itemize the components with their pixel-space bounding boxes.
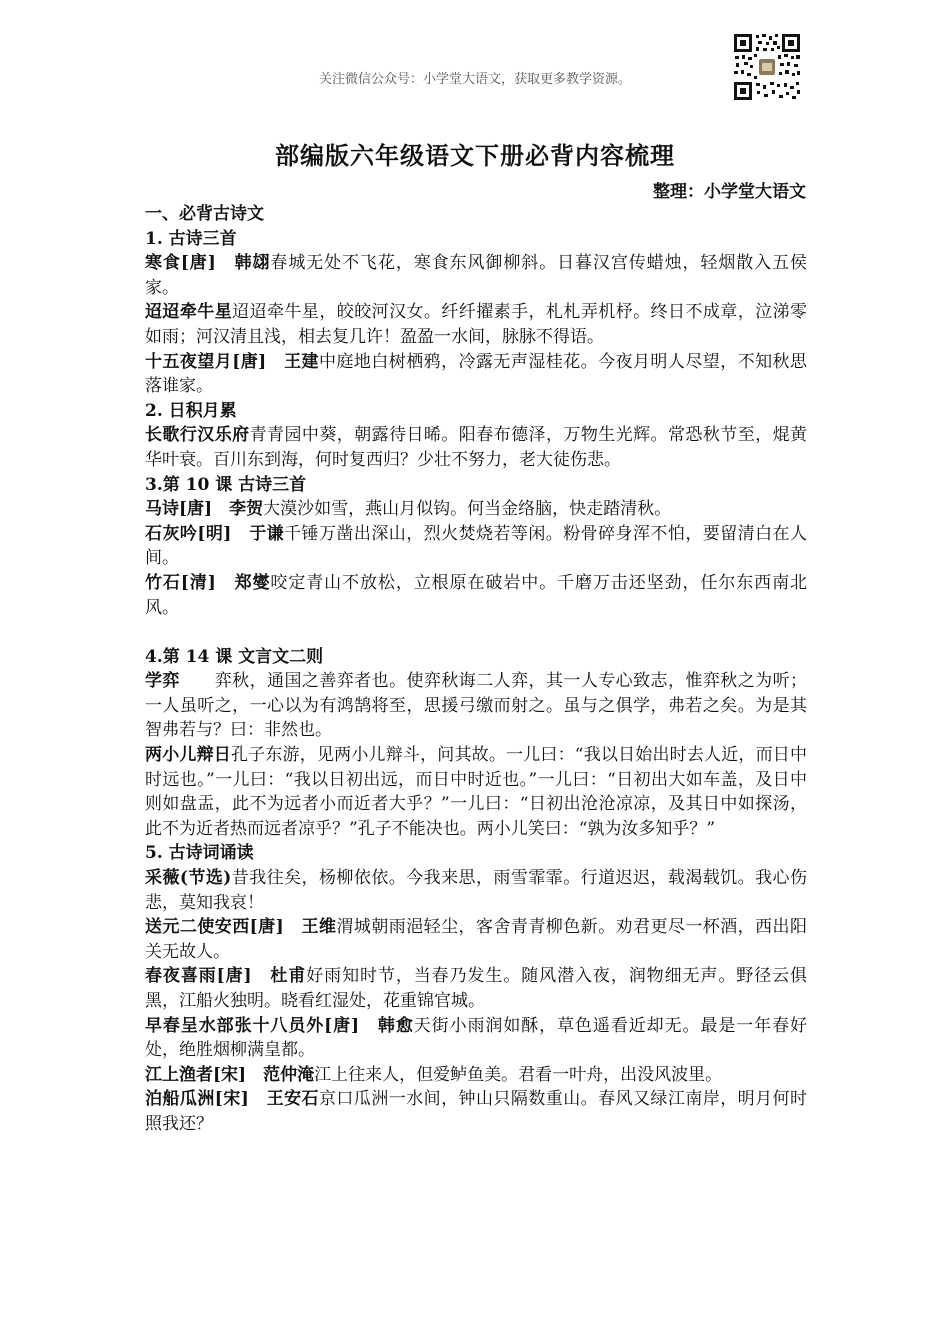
- poem-title: 寒食[唐] 韩翃: [145, 253, 271, 274]
- poem-text: 春城无处不飞花，寒食东风御柳斜。日暮汉宫传蜡烛，轻烟散入五侯家。: [145, 253, 807, 298]
- poem: [145, 1063, 807, 1088]
- poem: [145, 350, 807, 399]
- lesson-heading: 3.第 10 课 古诗三首: [145, 474, 307, 495]
- poem-text: 孔子东游，见两小儿辩斗，问其故。一儿曰：“我以日始出时去人近，而日中时远也。”一儿曰：“我以日初出远，而日中时近也。”一儿曰：“日初出大如车盖，及日中则如盘盂，此不为远者小而近者大乎？”一儿曰：“日初出沧沧凉凉，及其日中如探汤，此不为近者热而远者凉乎？”孔子不能决也。两小儿笑曰：“孰为汝多知乎？”: [145, 745, 807, 839]
- poem-title: 早春呈水部张十八员外[唐] 韩愈: [145, 1015, 414, 1036]
- poem-text: 咬定青山不放松，立根原在破岩中。千磨万击还坚劲，任尔东西南北风。: [145, 572, 807, 618]
- poem-title: 石灰吟[明] 于谦: [145, 523, 285, 544]
- page-title: 部编版六年级语文下册必背内容梳理: [275, 141, 675, 170]
- poem-text: 中庭地白树栖鸦，冷露无声湿桂花。今夜月明人尽望，不知秋思落谁家。: [145, 351, 807, 397]
- poem-title: 十五夜望月[唐] 王建: [145, 351, 319, 372]
- poem-title: 江上渔者[宋] 范仲淹: [145, 1064, 315, 1085]
- poem-text: 迢迢牵牛星，皎皎河汉女。纤纤擢素手，札札弄机杼。终日不成章，泣涕零如雨；河汉清且浅，相去复几许！盈盈一水间，脉脉不得语。: [145, 302, 808, 347]
- blank-line: [145, 620, 807, 645]
- poem-title: 采薇(节选): [145, 868, 232, 889]
- lesson-heading: 1. 古诗三首: [145, 228, 237, 249]
- poem-text: 天街小雨润如酥，草色遥看近却无。最是一年春好处，绝胜烟柳满皇都。: [145, 1015, 807, 1061]
- poem: [145, 251, 807, 300]
- poem-text: 渭城朝雨浥轻尘，客舍青青柳色新。劝君更尽一杯酒，西出阳关无故人。: [145, 917, 808, 962]
- lesson-heading: 2. 日积月累: [145, 400, 237, 421]
- poem: [145, 423, 807, 472]
- poem-title: 马诗[唐] 李贺: [145, 499, 264, 520]
- poem: [145, 915, 807, 964]
- poem: [145, 522, 807, 571]
- poem-title: 学弈: [145, 671, 180, 692]
- lesson-heading: 5. 古诗词诵读: [145, 843, 254, 864]
- poem: [145, 497, 807, 522]
- poem-text: 京口瓜洲一水间，钟山只隔数重山。春风又绿江南岸，明月何时照我还？: [145, 1089, 807, 1134]
- poem-title: 迢迢牵牛星: [145, 302, 233, 323]
- compiler-credit: 整理：小学堂大语文: [653, 182, 806, 202]
- poem: [145, 866, 807, 915]
- poem-text: 昔我往矣，杨柳依依。今我来思，雨雪霏霏。行道迟迟，载渴载饥。我心伤悲，莫知我哀！: [145, 868, 807, 913]
- poem: [145, 300, 807, 349]
- qr-code-icon: [732, 32, 802, 102]
- poem: [145, 1014, 807, 1063]
- poem-text: 大漠沙如雪，燕山月似钩。何当金络脑，快走踏清秋。: [263, 499, 672, 520]
- poem: [145, 743, 807, 841]
- poem-title: 两小儿辩日: [145, 745, 231, 766]
- poem-text: 江上往来人，但爱鲈鱼美。君看一叶舟，出没风波里。: [314, 1064, 723, 1085]
- section-heading: 一、必背古诗文: [145, 204, 264, 224]
- poem-title: 送元二使安西[唐] 王维: [145, 917, 337, 938]
- poem: [145, 669, 807, 743]
- poem-text: 千锤万凿出深山，烈火焚烧若等闲。粉骨碎身浑不怕，要留清白在人间。: [145, 523, 807, 569]
- lesson-heading: 4.第 14 课 文言文二则: [145, 646, 324, 667]
- document-body: [145, 202, 807, 1137]
- poem: [145, 964, 807, 1013]
- poem-text: 好雨知时节，当春乃发生。随风潜入夜，润物细无声。野径云俱黑，江船火独明。晓看红湿处，花重锦官城。: [145, 966, 808, 1011]
- header-note: 关注微信公众号：小学堂大语文，获取更多教学资源。: [318, 72, 631, 87]
- poem-text: 弈秋，通国之善弈者也。使弈秋诲二人弈，其一人专心致志，惟弈秋之为听；一人虽听之，一心以为有鸿鹄将至，思援弓缴而射之。虽与之俱学，弗若之矣。为是其智弗若与？曰：非然也。: [145, 671, 808, 741]
- poem-title: 长歌行汉乐府: [145, 425, 250, 446]
- poem-text: 青青园中葵，朝露待日晞。阳春布德泽，万物生光辉。常恐秋节至，焜黄华叶衰。百川东到海，何时复西归？少壮不努力，老大徒伤悲。: [145, 425, 808, 470]
- poem-title: 春夜喜雨[唐] 杜甫: [145, 966, 307, 987]
- poem: [145, 1087, 807, 1136]
- poem-title: 泊船瓜洲[宋] 王安石: [145, 1089, 319, 1110]
- poem-title: 竹石[清] 郑燮: [145, 572, 271, 593]
- poem: [145, 571, 807, 620]
